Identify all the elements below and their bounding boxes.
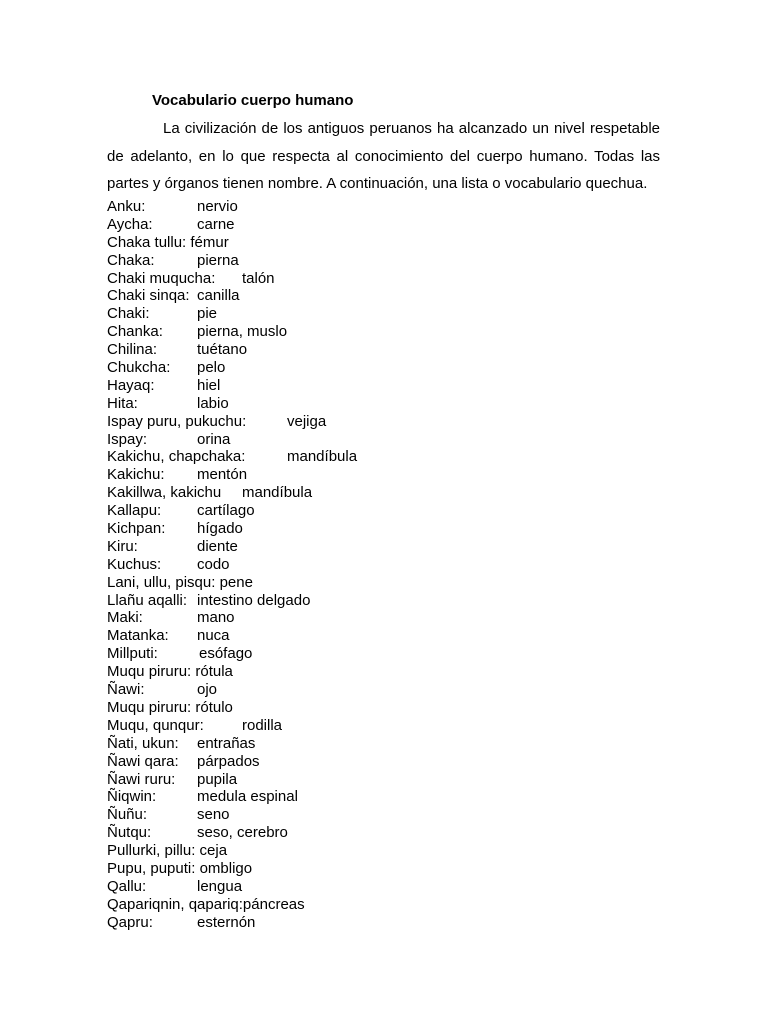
term: Ispay: <box>107 430 148 448</box>
term: Lani, ullu, pisqu: pene <box>107 573 253 591</box>
list-item <box>107 198 667 216</box>
definition: labio <box>197 394 229 412</box>
definition: pupila <box>197 770 238 788</box>
term: Kakichu: <box>107 466 165 484</box>
list-item <box>107 896 667 914</box>
definition: diente <box>197 537 238 555</box>
page-title: Vocabulario cuerpo humano <box>152 92 354 109</box>
definition: pelo <box>197 359 226 377</box>
definition: cartílago <box>197 502 255 520</box>
list-item <box>107 592 667 610</box>
term: Muqu, qunqur: <box>107 716 204 734</box>
term: Chanka: <box>107 323 163 341</box>
term: Qapru: <box>107 913 153 931</box>
list-item <box>107 305 667 323</box>
definition: orina <box>197 430 231 448</box>
list-item <box>107 860 667 878</box>
definition: nervio <box>197 198 238 215</box>
term: Chaki: <box>107 305 150 323</box>
list-item <box>107 520 667 538</box>
definition: entrañas <box>197 734 256 752</box>
list-item <box>107 824 667 842</box>
definition: intestino delgado <box>197 591 311 609</box>
list-item <box>107 914 667 932</box>
list-item <box>107 788 667 806</box>
definition: párpados <box>197 752 260 770</box>
term: Kuchus: <box>107 555 162 573</box>
list-item <box>107 216 667 234</box>
list-item <box>107 645 667 663</box>
term: Aycha: <box>107 215 153 233</box>
list-item <box>107 663 667 681</box>
term: Qallu: <box>107 877 147 895</box>
list-item <box>107 287 667 305</box>
list-item <box>107 609 667 627</box>
term: Ispay puru, pukuchu: <box>107 412 247 430</box>
term: Chaka tullu: fémur <box>107 233 229 251</box>
list-item <box>107 323 667 341</box>
definition: hígado <box>197 520 243 538</box>
definition: mandíbula <box>242 484 313 502</box>
definition: pie <box>197 305 218 323</box>
definition: pierna <box>197 251 239 269</box>
list-item <box>107 448 667 466</box>
list-item <box>107 395 667 413</box>
term: Ñuñu: <box>107 806 148 824</box>
definition: canilla <box>197 287 240 305</box>
list-item <box>107 484 667 502</box>
term: Ñawi ruru: <box>107 770 176 788</box>
term: Kiru: <box>107 537 138 555</box>
term: Pupu, puputi: ombligo <box>107 859 253 877</box>
term: Chukcha: <box>107 359 171 377</box>
list-item <box>107 252 667 270</box>
term: Ñati, ukun: <box>107 734 179 752</box>
definition: hiel <box>197 376 221 394</box>
list-item <box>107 842 667 860</box>
term: Muqu piruru: rótula <box>107 663 233 681</box>
list-item <box>107 699 667 717</box>
term: Ñawi qara: <box>107 752 179 770</box>
definition: seno <box>197 806 230 824</box>
list-item <box>107 717 667 735</box>
term: Chaka: <box>107 251 155 269</box>
term: Qapariqnin, qapariq:páncreas <box>107 895 305 913</box>
list-item <box>107 753 667 771</box>
list-item <box>107 413 667 431</box>
list-item <box>107 270 667 288</box>
list-item <box>107 627 667 645</box>
definition: mano <box>197 609 235 627</box>
list-item <box>107 359 667 377</box>
definition: tuétano <box>197 341 248 359</box>
list-item <box>107 377 667 395</box>
term: Matanka: <box>107 627 169 645</box>
definition: carne <box>197 215 235 233</box>
definition: medula espinal <box>197 788 298 806</box>
list-item <box>107 574 667 592</box>
term: Millputi: <box>107 645 158 663</box>
definition: ojo <box>197 681 218 699</box>
definition: lengua <box>197 877 243 895</box>
list-item <box>107 466 667 484</box>
list-item <box>107 431 667 449</box>
list-item <box>107 806 667 824</box>
term: Chaki muqucha: <box>107 269 216 287</box>
definition: esternón <box>197 913 256 931</box>
term: Ñawi: <box>107 681 145 699</box>
definition: codo <box>197 555 230 573</box>
term: Kichpan: <box>107 520 166 538</box>
list-item <box>107 878 667 896</box>
intro-paragraph: La civilización de los antiguos peruanos ha alcanzado un nivel respetable de adelanto, en lo que respecta al conocimiento del cuerpo humano. Todas las partes y órganos tienen nombre. A continuación, una lista o vocabulario quechua. <box>107 120 660 192</box>
list-item <box>107 502 667 520</box>
definition: nuca <box>197 627 230 645</box>
term: Chaki sinqa: <box>107 287 190 305</box>
term: Kallapu: <box>107 502 162 520</box>
term: Ñiqwin: <box>107 788 157 806</box>
term: Chilina: <box>107 341 158 359</box>
term: Kakillwa, kakichu <box>107 484 222 502</box>
term: Hita: <box>107 394 138 412</box>
definition: pierna, muslo <box>197 323 288 341</box>
definition: rodilla <box>242 716 283 734</box>
term: Anku: <box>107 198 146 215</box>
list-item <box>107 538 667 556</box>
term: Muqu piruru: rótulo <box>107 698 233 716</box>
vocabulary-list <box>107 198 667 932</box>
term: Kakichu, chapchaka: <box>107 448 246 466</box>
list-item <box>107 681 667 699</box>
definition: seso, cerebro <box>197 824 288 842</box>
list-item <box>107 735 667 753</box>
definition: talón <box>242 269 275 287</box>
list-item <box>107 556 667 574</box>
definition: vejiga <box>287 412 327 430</box>
term: Ñutqu: <box>107 824 152 842</box>
list-item <box>107 341 667 359</box>
list-item <box>107 234 667 252</box>
term: Llañu aqalli: <box>107 591 188 609</box>
definition: mandíbula <box>287 448 358 466</box>
term: Pullurki, pillu: ceja <box>107 842 228 860</box>
definition: mentón <box>197 466 248 484</box>
term: Maki: <box>107 609 143 627</box>
term: Hayaq: <box>107 376 155 394</box>
list-item <box>107 771 667 789</box>
definition: esófago <box>199 645 253 663</box>
